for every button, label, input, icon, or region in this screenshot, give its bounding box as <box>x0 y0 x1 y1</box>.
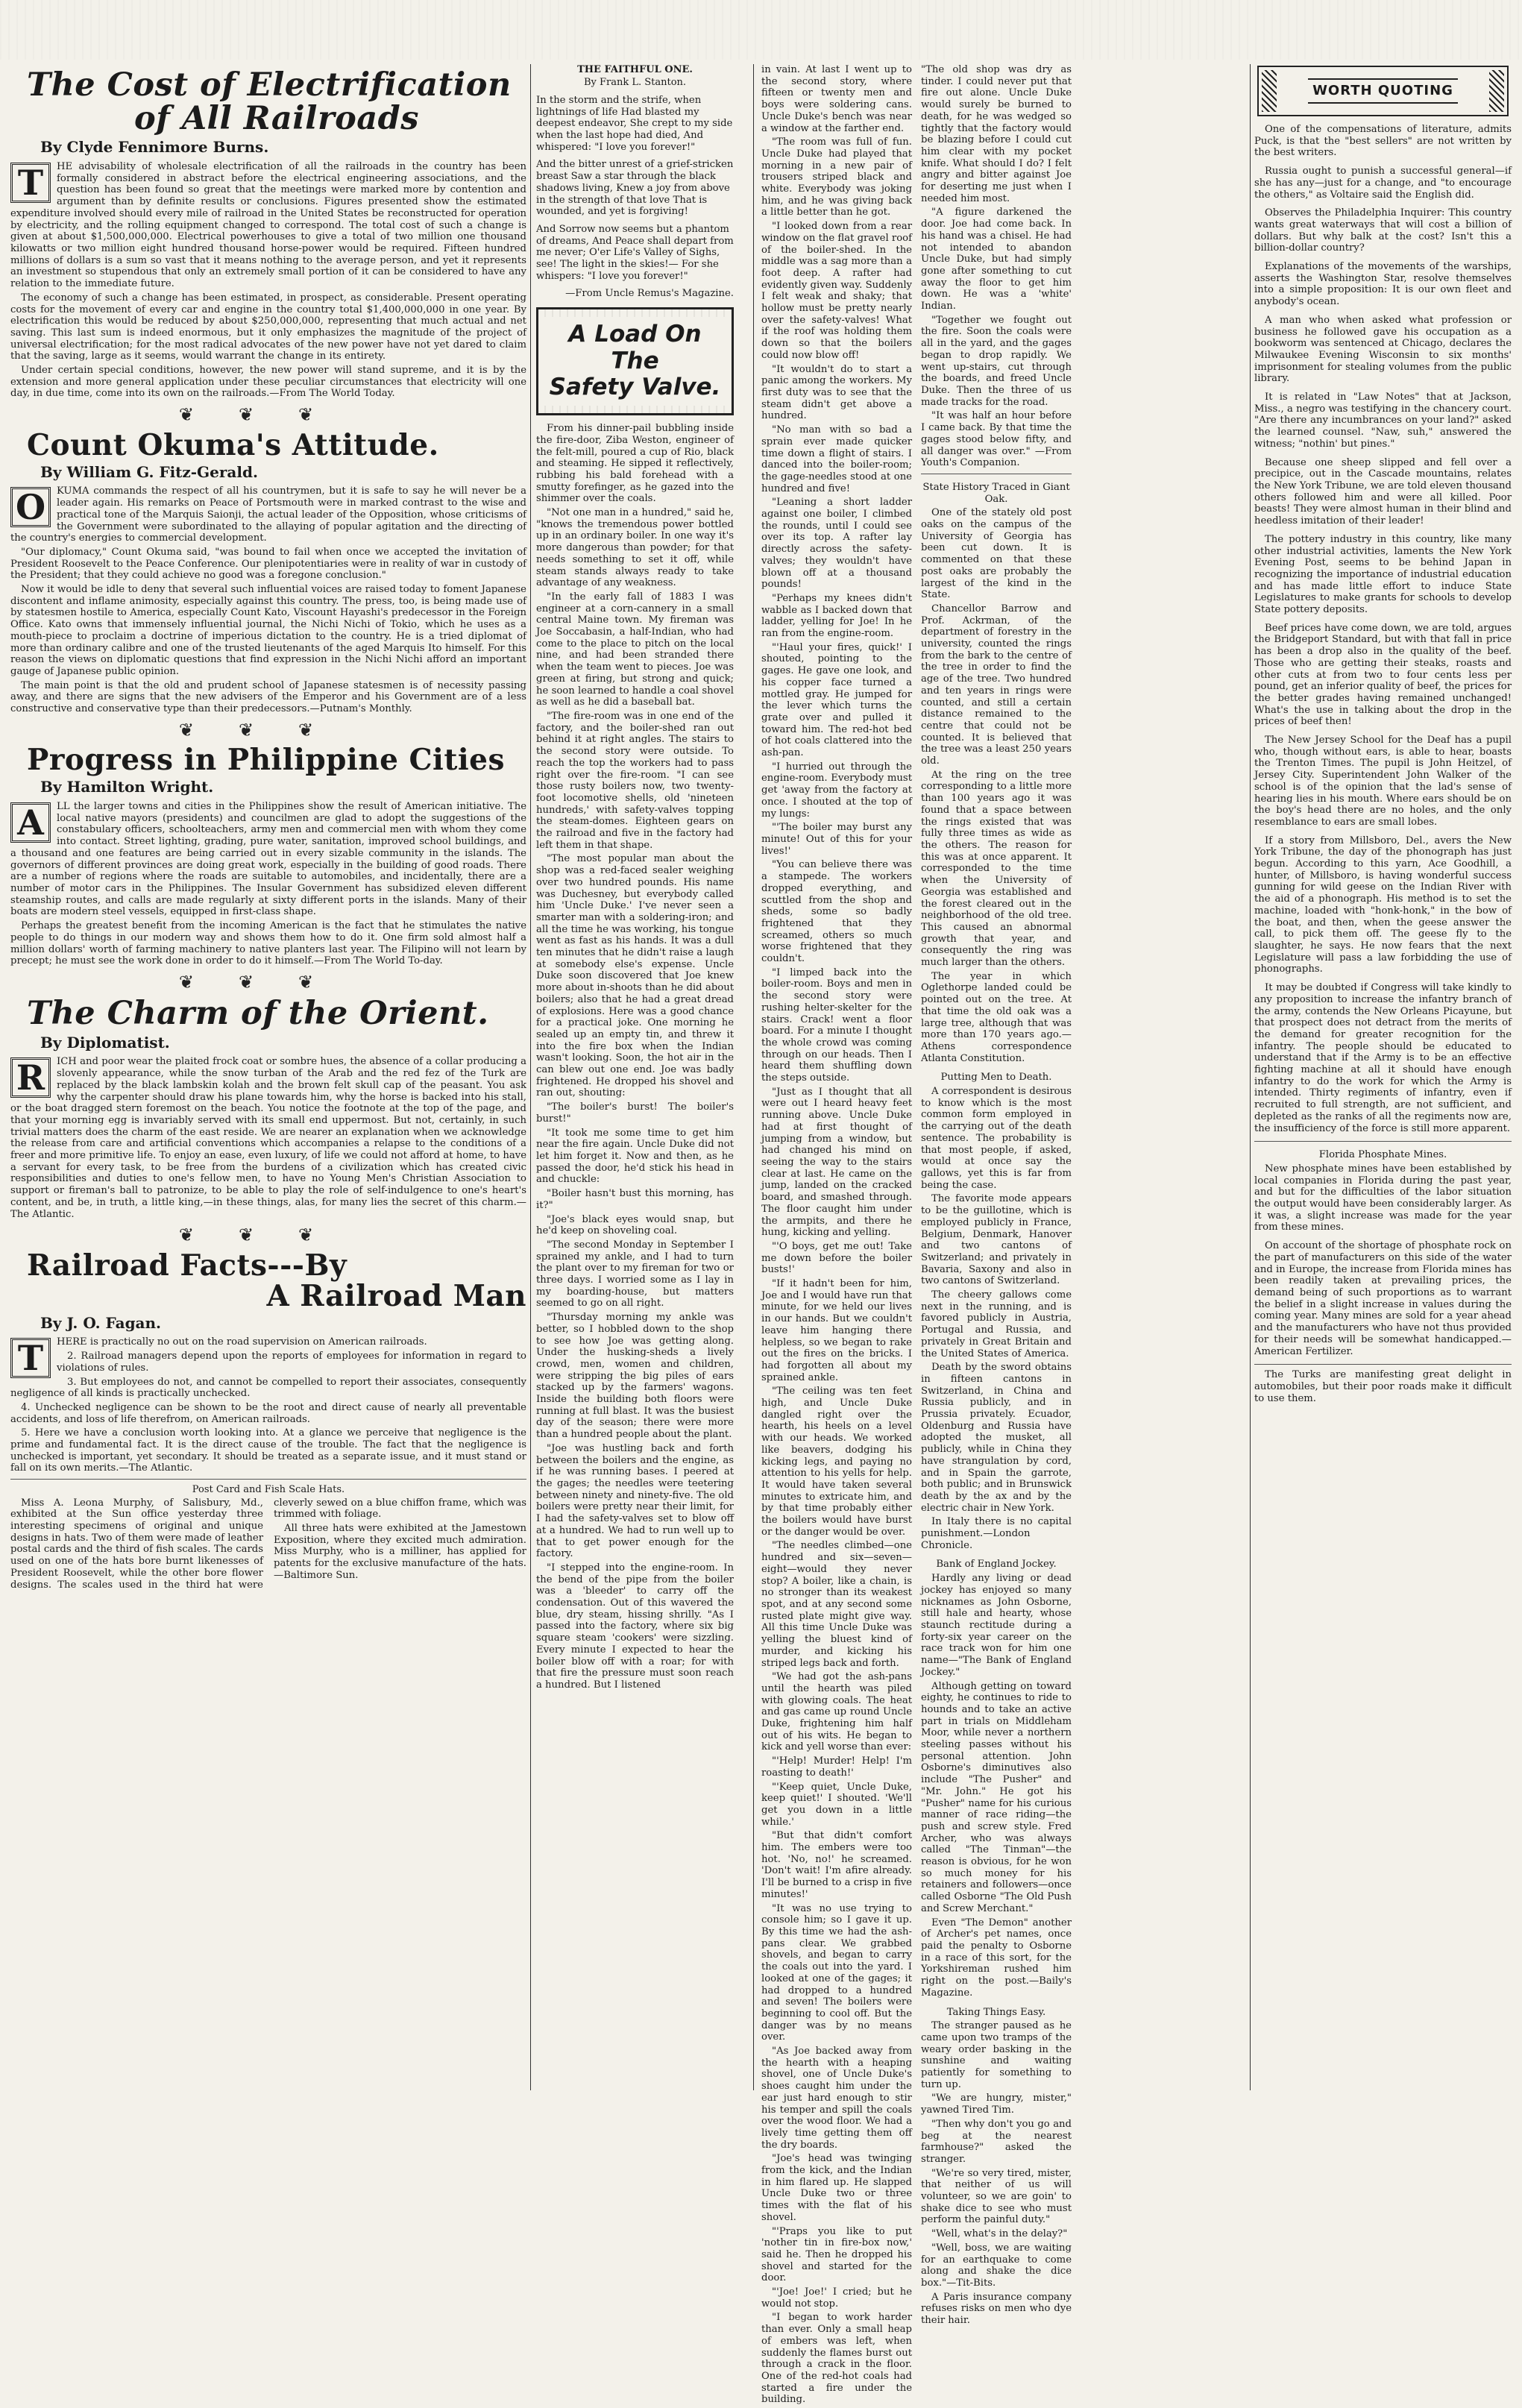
paragraph: At the ring on the tree corresponding to a little more than 100 years ago it was found that a space between the rings existed that was fully three times as wide as the others. The reason for this was at once apparent. It corresponded to the time when the University of Georgia was established and the forest cleared out in the neighborhood of the old tree. This caused an abnormal growth that year, and consequently the ring was much larger than the others. <box>921 769 1072 969</box>
paragraph: "Perhaps my knees didn't wabble as I backed down that ladder, yelling for Joe! In he ran from the engine-room. <box>761 592 912 640</box>
paragraph: "Leaning a short ladder against one boiler, I climbed the rounds, until I could see over its top. A rafter lay directly across the safety-valves; they wouldn't have blown off at a thousand pounds! <box>761 497 912 591</box>
paragraph: "'Keep quiet, Uncle Duke, keep quiet!' I shouted. 'We'll get you down in a little while.' <box>761 1781 912 1828</box>
paragraph: Death by the sword obtains in fifteen cantons in Switzerland, in China and Russia publicly, and in Prussia privately. Ecuador, Oldenburg and Russia have adopted the musket, all publicly, while in China they have strangulation by cord, and in Spain the garrote, both public; and in Brunswick death by the ax and by the electric chair in New York. <box>921 1362 1072 1514</box>
paragraph: Now it would be idle to deny that several such influential voices are raised today to foment Japanese discontent and inflame animosity, especially against this country. The press, too, is being made use of by statesmen hostile to America, especially Count Kato, Viscount Hayashi's predecessor in the Foreign Office. Kato owns that immensely influential journal, the Nichi Nichi of Tokio, which he uses as a mouth-piece to proclaim a doctrine of imperious dictation to the country. He is a tried diplomat of more than ordinary calibre and one of the trusted lieutenants of the aged Marquis Ito himself. For this reason the views on diplomatic questions that find expression in the Nichi Nichi afford an important gauge of Japanese public opinion. <box>10 584 526 677</box>
dropcap: A <box>10 802 51 843</box>
paragraph: "The most popular man about the shop was a red-faced sealer weighing over two hundred pounds. His name was Duchesney, but everybody called him 'Uncle Duke.' I've never seen a smarter man with a soldering-iron; and all the time he was working, his tongue went as fast as his hands. It was a dull ten minutes that he didn't raise a laugh at somebody else's expense. Uncle Duke soon discovered that Joe knew more about in-shoots than he did about boilers; also that he had a great dread of explosions. Here was a good chance for a practical joke. One morning he sealed up an empty tin, and threw it into the fire box when the Indian wasn't looking. Soon, the hot air in the can blew out one end. Joe was badly frightened. He dropped his shovel and ran out, shouting: <box>536 853 734 1099</box>
quote-item: It is related in "Law Notes" that at Jackson, Miss., a negro was testifying in the chancery court. "Are there any incumbrances on your land?" asked the learned counsel. "Naw, suh," answered the witness; "nothin' but pines." <box>1254 392 1512 450</box>
paragraph: "Then why don't you go and beg at the nearest farmhouse?" asked the stranger. <box>921 2118 1072 2165</box>
poem-faithful-one <box>536 64 734 300</box>
quote-item: Observes the Philadelphia Inquirer: This country wants great waterways that will cost a billion of dollars. But why balk at the cost? Isn't this a billion-dollar country? <box>1254 207 1512 254</box>
paragraph: 5. Here we have a conclusion worth looking into. At a glance we perceive that negligence is the prime and fundamental fact. It is the direct cause of the trouble. The fact that the negligence is unchecked is important, yet secondary. It should be treated as a separate issue, and it must stand or fall on its own merits.—The Atlantic. <box>10 1427 526 1474</box>
quote-item: Beef prices have come down, we are told, argues the Bridgeport Standard, but with that fall in price has been a drop also in the quality of the beef. Those who are getting their steaks, roasts and other cuts at from two to four cents less per pound, get an inferior quality of beef, the prices for the better grades having remained unchanged! What's the use in talking about the drop in the prices of beef then! <box>1254 622 1512 728</box>
paragraph: "Thursday morning my ankle was better, so I hobbled down to the shop to see how Joe was getting along. Under the husking-sheds a lively crowd, men, women and children, were stripping the big piles of ears stacked up by the farmers' wagons. Inside the building both floors were running at full blast. It was the busiest day of the season; there were more than a hundred people about the plant. <box>536 1312 734 1441</box>
headline <box>27 1248 526 1313</box>
headline <box>544 317 726 406</box>
paragraph: From his dinner-pail bubbling inside the fire-door, Ziba Weston, engineer of the felt-mill, poured a cup of Rio, black and steaming. He sipped it reflectively, rubbing his bald forehead with a smutty forefinger, as he gazed into the shimmer over the coals. <box>536 423 734 505</box>
article-body <box>10 485 526 714</box>
paragraph: "A figure darkened the door. Joe had come back. In his hand was a chisel. He had not intended to abandon Uncle Duke, but had simply gone after something to cut away the floor to get him down. He was a 'white' Indian. <box>921 207 1072 312</box>
headline-line: Railroad Facts---By <box>27 1248 348 1283</box>
paragraph: Chancellor Barrow and Prof. Ackrman, of the department of forestry in the university, counted the rings from the bark to the centre of the tree in order to find the age of the tree. Two hundred and ten years in rings were counted, and still a certain distance remained to the centre that could not be counted. It is believed that the tree was a least 250 years old. <box>921 603 1072 767</box>
article-title: Putting Men to Death. <box>940 1072 1052 1084</box>
paragraph: in vain. At last I went up to the second story, where fifteen or twenty men and boys were soldering cans. Uncle Duke's bench was near a window at the farther end. <box>761 64 912 134</box>
paragraph: ICH and poor wear the plaited frock coat or sombre hues, the absence of a collar producing a slovenly appearance, while the snow turban of the Arab and the red fez of the Turk are replaced by the black lambskin kolah and the brown felt skull cap of the peasant. You ask why the carpenter should draw his plane towards him, why the horse is backed into his stall, or the boat dragged stern foremost on the beach. You notice the footnote at the top of the page, and that your morning egg is invariably served with its small end uppermost. But not, certainly, in such trivial matters does the charm of the east reside. We are nearer an explanation when we acknowledge the release from care and artificial conventions which accompanies a relapse to the conditions of a freer and more primitive life. To enjoy an ease, even luxury, of life we could not afford at home, to have a servant for every task, to be free from the burdens of a civilization which has created civic responsibilities and duties to one's fellow men, to have no Young Men's Christian Association to support or fireman's ball to patronize, to be able to play the role of self-indulgence to one's heart's content, and be, in truth, a little king,—in these things, alas, for many lies the secret of this charm.—The Atlantic. <box>10 1056 526 1220</box>
article-philippine <box>10 745 526 967</box>
article-continuation <box>761 64 912 2408</box>
stanza: And the bitter unrest of a grief-stricken breast Saw a star through the black shadows living, Knew a joy from above in the strength of that love That is wounded, and yet is forgiving! <box>536 159 734 218</box>
paragraph: Perhaps the greatest benefit from the incoming American is the fact that he stimulates the native people to do things in our modern way and shows them how to do it. One firm sold almost half a million dollars' worth of farming machinery to native planters last year. The Filipino will not learn by precept; he must see the work done in order to do it himself.—From The World To-day. <box>10 920 526 967</box>
headline <box>27 66 526 138</box>
paragraph: "As Joe backed away from the hearth with a heaping shovel, one of Uncle Duke's shoes caught him under the ear just hard enough to stir his temper and spill the coals over the wood floor. We had a lively time getting them off the dry boards. <box>761 2046 912 2151</box>
headline: Progress in Philippine Cities <box>27 743 505 778</box>
headline-line: of All Railroads <box>134 100 419 138</box>
column-rule <box>1250 64 1251 2090</box>
worth-quoting-items <box>1254 124 1512 1134</box>
divider <box>1254 1141 1512 1142</box>
paragraph: 2. Railroad managers depend upon the reports of employees for information in regard to violations of rules. <box>57 1351 526 1374</box>
paragraph: A correspondent is desirous to know which is the most common form employed in the carrying out of the death sentence. The probability is that most people, if asked, would at once say the gallows, yet this is far from being the case. <box>921 1086 1072 1191</box>
two-column-split <box>761 64 1072 2408</box>
paragraph: "You can believe there was a stampede. The workers dropped everything, and scuttled from the shop and sheds, some so badly frightened that they screamed, others so much worse frightened that they couldn't. <box>761 859 912 965</box>
paragraph: "I stepped into the engine-room. In the bend of the pipe from the boiler was a 'bleeder' to carry off the condensation. Out of this wavered the blue, dry steam, hissing shrilly. "As I passed into the factory, where six big square steam 'cookers' were sizzling. Every minute I expected to hear the boiler blow off with a roar; for with that fire the pressure must soon reach a hundred. But I listened <box>536 1562 734 1691</box>
quote-item: The New Jersey School for the Deaf has a pupil who, though without ears, is able to hear, boasts the Trenton Times. The pupil is John Heitzel, of Jersey City. Superintendent John Walker of the school is of the opinion that the lad's sense of hearing lies in his mouth. Where ears should be on the boy's head there are no holes, and the only resemblance to ears are small lobes. <box>1254 735 1512 828</box>
paragraph: HE advisability of wholesale electrification of all the railroads in the country has been formally considered in abstract before the electrical engineering associations, and the question has been found so great that the meetings were marked more by contention and argument than by definite results or conclusions. Figures presented show the estimated expenditure involved should every mile of railroad in the United States be reconstructed for operation by electricity, and the rolling equipment changed to correspond. The total cost of such a change is given at about $1,500,000,000. Electrical powerhouses to give a total of two million one thousand kilowatts or two million eight hundred thousand horse-power would be required. Fifteen hundred millions of dollars is a sum so vast that it means nothing to the average person, and yet it represents an investment so stupendous that only an extremely small portion of it can be considered to have any relation to the immediate future. <box>10 161 526 290</box>
byline: By William G. Fitz-Gerald. <box>40 462 258 481</box>
paragraph: 4. Unchecked negligence can be shown to be the root and direct cause of nearly all preventable accidents, and loss of life therefrom, on American railroads. <box>10 1401 526 1425</box>
paragraph: KUMA commands the respect of all his countrymen, but it is safe to say he will never be a leader again. His remarks on Peace of Portsmouth were in marked contrast to the wise and practical tone of the Marquis Saionji, the actual leader of the Opposition, whose criticisms of the Government were subordinated to the allaying of popular agitation and the directing of the country's energies to commercial development. <box>10 485 526 544</box>
paragraph: "I hurried out through the engine-room. Everybody must get 'away from the factory at once. I shouted at the top of my lungs: <box>761 761 912 820</box>
paragraph: Miss A. Leona Murphy, of Salisbury, Md., exhibited at the Sun office yesterday three interesting specimens of original and unique designs in hats. Two of them were made of leather postal cards and the third of fish scales. The cards used on one of the hats bore burnt likenesses of President Roosevelt, while the other bore flower designs. The scales used in the third hat were cleverly sewed on a blue chiffon frame, which was trimmed with foliage. <box>10 1497 526 1591</box>
paragraph: "Boiler hasn't bust this morning, has it?" <box>536 1188 734 1211</box>
dropcap: R <box>10 1057 51 1098</box>
paragraph: The economy of such a change has been estimated, in prospect, as considerable. Present operating costs for the movement of every car and engine in the country total $1,400,000,000 in one year. By electrification this would be reduced by about $250,000,000, representing that much actual and net saving. This last sum is indeed enormous, but it only emphasizes the magnitude of the project of universal electrification; for the most radical advocates of the new power have not yet dared to claim that the saving, large as it seems, would warrant the change in its entirety. <box>10 292 526 362</box>
quote-item: It may be doubted if Congress will take kindly to any proposition to increase the infantry branch of the army, contends the New Orleans Picayune, but that prospect does not detract from the merits of the demand for greater recognition for the infantry. The people should be educated to understand that if the Army is to be an effective fighting machine at all it should have enough infantry to do the work for which the Army is intended. Thirty regiments of infantry, even if recruited to full strength, are not sufficient, and depleted as the ranks of all the regiments now are, the insufficiency of the force is still more apparent. <box>1254 982 1512 1134</box>
paragraph: "It was no use trying to console him; so I gave it up. By this time we had the ash-pans clear. We grabbed shovels, and began to carry the coals out into the yard. I looked at one of the gages; it had dropped to a hundred and seven! The boilers were beginning to cool off. But the danger was by no means over. <box>761 1902 912 2043</box>
top-margin-noise <box>0 0 1522 60</box>
paragraph: "The room was full of fun. Uncle Duke had played that morning in a new pair of trousers striped black and white. Everybody was joking him, and he was giving back a little better than he got. <box>761 136 912 219</box>
ornament-divider: ❦❦❦ <box>178 404 359 426</box>
paragraph: "'Joe! Joe!' I cried; but he would not stop. <box>761 2286 912 2310</box>
ornament-divider: ❦❦❦ <box>178 971 359 993</box>
column-left <box>10 64 526 2090</box>
article-body <box>536 423 734 1691</box>
column-center <box>761 64 1072 2406</box>
paragraph: "Just as I thought that all were out I heard heavy feet running above. Uncle Duke had at first thought of jumping from a window, but had changed his mind on seeing the way to the stairs clear at last. He came on the jump, landed on the cracked board, and smashed through. The floor caught him under the armpits, and there he hung, kicking and yelling. <box>761 1086 912 1239</box>
paragraph: "'O boys, get me out! Take me down before the boiler busts!' <box>761 1240 912 1276</box>
paragraph: Although getting on toward eighty, he continues to ride to hounds and to take an active part in trials on Middleham Moor, while never a northern steeling passes without his personal attention. John Osborne's diminutives also include "The Pusher" and "Mr. John." He got his "Pusher" name for his curious manner of race riding—the push and screw style. Fred Archer, who was always called "The Tinman"—the reason is obvious, for he won so much money for his retainers and followers—once called Osborne "The Old Push and Screw Merchant." <box>921 1680 1072 1914</box>
paragraph: All three hats were exhibited at the Jamestown Exposition, where they excited much admiration. Miss Murphy, who is a milliner, has applied for patents for the exclusive manufacture of the hats.—Baltimore Sun. <box>274 1523 526 1581</box>
column-rule <box>530 64 531 2090</box>
article-title: Taking Things Easy. <box>946 2006 1046 2018</box>
article-bank-jockey <box>921 1559 1072 1999</box>
headline-line: A Railroad Man <box>266 1278 526 1313</box>
article-title: Post Card and Fish Scale Hats. <box>192 1484 345 1496</box>
paragraph: "It wouldn't do to start a panic among the workers. My first duty was to see that the steam didn't get above a hundred. <box>761 363 912 422</box>
article-title: Florida Phosphate Mines. <box>1318 1149 1447 1161</box>
article-body <box>10 801 526 967</box>
banner-ornament <box>1489 70 1504 112</box>
stanza: In the storm and the strife, when lightnings of life Had blasted my deepest endeavor, She crept to my side when the last hope had died, And whispered: "I love you forever!" <box>536 94 733 153</box>
article-railroad-facts <box>10 1248 526 1474</box>
article-giant-oak <box>921 482 1072 1064</box>
headline-line: The Cost of Electrification <box>27 66 512 104</box>
paragraph: "Well, what's in the delay?" <box>931 2228 1068 2240</box>
paragraph: "Not one man in a hundred," said he, "knows the tremendous power bottled up in an ordinary boiler. In one way it's more dangerous than powder; for that needs something to set it off, while steam stands always ready to take advantage of any weakness. <box>536 507 734 589</box>
paragraph: "We are hungry, mister," yawned Tired Tim. <box>921 2093 1072 2116</box>
divider <box>1254 1364 1512 1365</box>
byline: By Clyde Fennimore Burns. <box>40 138 269 157</box>
quote-item: Because one sheep slipped and fell over a precipice, out in the Cascade mountains, relates the New York Tribune, we are told eleven thousand others followed him and were all killed. Poor beasts! They were almost human in their blind and heedless imitation of their leader! <box>1254 456 1512 527</box>
quote-item: Russia ought to punish a successful general—if she has any—just for a change, and "to encourage the others," as Voltaire said the English did. <box>1254 166 1512 201</box>
paragraph: The favorite mode appears to be the guillotine, which is employed publicly in France, Belgium, Denmark, Hanover and two cantons of Switzerland; and privately in Bavaria, Saxony and also in two cantons of Switzerland. <box>921 1193 1072 1287</box>
divider <box>10 1479 526 1480</box>
article-body <box>10 1336 526 1474</box>
paragraph: One of the stately old post oaks on the campus of the University of Georgia has been cut down. It is commented on that these post oaks are probably the largest of the kind in the State. <box>921 507 1072 601</box>
article-continuation <box>921 64 1072 2408</box>
headline-box <box>536 307 734 415</box>
paragraph: LL the larger towns and cities in the Philippines show the result of American initiative. The local native mayors (presidents) and councilmen are glad to adopt the suggestions of the constabulary officers, schoolteachers, army men and commercial men with whom they come into contact. Street lighting, grading, pure water, sanitation, improved school buildings, and a thousand and one features are being carried out in every sizable community in the islands. The governors of different provinces are doing great work, especially in the building of good roads. There are a number of regions where the roads are suitable to automobiles, and incidentally, there are a number of motor cars in the Philippines. The Insular Government has subsidized eleven different steamship routes, and calls are made regularly at sixty different ports in the islands. Many of their boats are modern steel vessels, equipped in first-class shape. <box>10 801 526 918</box>
headline-line: A Load On The <box>568 321 702 374</box>
paragraph: The Turks are manifesting great delight in automobiles, but their poor roads make it difficult to use them. <box>1254 1369 1512 1404</box>
credit: —From Uncle Remus's Magazine. <box>565 288 734 300</box>
article-taking-easy <box>921 2007 1072 2327</box>
article-title: State History Traced in Giant Oak. <box>922 481 1070 505</box>
poem-body <box>536 95 734 300</box>
article-okuma <box>10 427 526 715</box>
paragraph: Hardly any living or dead jockey has enjoyed so many nicknames as John Osborne, still hale and hearty, whose staunch rectitude during a forty-six year career on the race track won for him one name—"The Bank of England Jockey." <box>921 1573 1072 1678</box>
paragraph: New phosphate mines have been established by local companies in Florida during the past year, and but for the difficulties of the labor situation the output would have been considerably larger. As it was, a slight increase was made for the year from these mines. <box>1254 1163 1512 1233</box>
paragraph: "'Help! Murder! Help! I'm roasting to death!' <box>761 1755 912 1779</box>
paragraph: "We're so very tired, mister, that neither of us will volunteer, so we are goin' to shake dice to see who must perform the painful duty." <box>921 2167 1072 2226</box>
paragraph: "It was half an hour before I came back. By that time the gages stood below fifty, and all danger was over." —From Youth's Companion. <box>921 410 1072 469</box>
paragraph: "The fire-room was in one end of the factory, and the boiler-shed ran out behind it at right angles. The stairs to the second story were outside. To reach the top the workers had to pass right over the fire-room. "I can see those rusty boilers now, two twenty-foot locomotive shells, old 'nineteen hundreds,' with safety-valves topping the steam-domes. Eighteen gears on the railroad and five in the factory had left them in that shape. <box>536 710 734 851</box>
paragraph: "But that didn't comfort him. The embers were too hot. 'No, no!' he screamed. 'Don't wait! I'm afire already. I'll be burned to a crisp in five minutes!' <box>761 1830 912 1900</box>
dropcap: O <box>10 487 51 527</box>
paragraph: The stranger paused as he came upon two tramps of the weary order basking in the sunshine and waiting patiently for something to turn up. <box>921 2020 1072 2090</box>
paragraph: "Together we fought out the fire. Soon the coals were all in the yard, and the gages began to drop rapidly. We went up-stairs, cut through the boards, and freed Uncle Duke. Then the three of us made tracks for the road. <box>921 314 1072 408</box>
headline: Count Okuma's Attitude. <box>27 427 439 462</box>
dropcap: T <box>10 163 51 203</box>
paragraph: "If it hadn't been for him, Joe and I would have run that minute, for we held our lives in our hands. But we couldn't leave him hanging there helpless, so we began to rake out the fires on the bricks. I had forgotten all about my sprained ankle. <box>761 1278 912 1383</box>
paragraph: The main point is that the old and prudent school of Japanese statesmen is of necessity passing away, and there are signs that the new advisers of the Emperor and his Government are of a less constructive and conservative type than their predecessors.—Putnam's Monthly. <box>10 679 526 715</box>
quote-item: A man who when asked what profession or business he followed gave his occupation as a bookworm was sentenced at Chicago, declares the Milwaukee Evening Wisconsin to six months' imprisonment for stealing volumes from the public library. <box>1254 314 1512 385</box>
stanza: And Sorrow now seems but a phantom of dreams, And Peace shall depart from me never; O'er Life's Valley of Sighs, see! The light in the skies!— For she whispers: "I love you forever!" <box>536 223 734 282</box>
column-right <box>1254 64 1512 2090</box>
paragraph: On account of the shortage of phosphate rock on the part of manufacturers on this side of the water and in Europe, the increase from Florida mines has been readily taken at prevailing prices, the demand being of such proportions as to warrant the belief in a slight increase in values during the coming year. Many mines are sold for a year ahead and the manufacturers who have not thus provided for their needs will be somewhat handicapped.—American Fertilizer. <box>1254 1240 1512 1357</box>
article-body <box>10 1056 526 1220</box>
paragraph: "'The boiler may burst any minute! Out of this for your lives!' <box>761 822 912 857</box>
article-body <box>10 161 526 400</box>
paragraph: "Joe's head was twinging from the kick, and the Indian in him flared up. He slapped Uncle Duke two or three times with the flat of his shovel. <box>761 2153 912 2223</box>
article-putting-to-death <box>921 1072 1072 1551</box>
paragraph: "The second Monday in September I sprained my ankle, and I had to turn the plant over to my fireman for two or three days. I worried some as I lay in my boarding-house, but matters seemed to go on all right. <box>536 1239 734 1310</box>
paragraph: The cheery gallows come next in the running, and is favored publicly in Austria, Portugal and Russia, and privately in Great Britain and the United States of America. <box>921 1289 1072 1359</box>
paragraph: Even "The Demon" another of Archer's pet names, once paid the penalty to Osborne in a race of this sort, for the Yorkshireman rushed him right on the post.—Baily's Magazine. <box>921 1917 1072 1999</box>
paragraph: 3. But employees do not, and cannot be compelled to report their associates, consequently negligence of all kinds is practically unchecked. <box>10 1376 526 1400</box>
banner-ornament <box>1262 70 1277 112</box>
paragraph: "Joe's black eyes would snap, but he'd keep on shoveling coal. <box>536 1213 734 1237</box>
quote-item: The pottery industry in this country, like many other industrial activities, laments the New York Evening Post, seems to be behind Japan in recognizing the importance of industrial education and has made little effort to induce State Legislatures to make grants for schools to develop State pottery deposits. <box>1254 533 1512 616</box>
paragraph: "The needles climbed—one hundred and six—seven—eight—would they never stop? A boiler, like a chain, is no stronger than its weakest spot, and at any second some rusted plate might give way. All this time Uncle Duke was yelling the bluest kind of murder, and kicking his striped legs back and forth. <box>761 1540 912 1669</box>
paragraph: "I began to work harder than ever. Only a small heap of embers was left, when suddenly the flames burst out through a crack in the floor. One of the red-hot coals had started a fire under the building. <box>761 2312 912 2406</box>
paragraph: "The old shop was dry as tinder. I could never put that fire out alone. Uncle Duke would surely be burned to death, for he was wedged so tightly that the factory would be blazing before I could cut him clear with my pocket knife. What should I do? I felt angry and bitter against Joe for deserting me just when I needed him most. <box>921 64 1072 204</box>
paragraph: HERE is practically no out on the road supervision on American railroads. <box>57 1336 427 1348</box>
paragraph: A Paris insurance company refuses risks on men who dye their hair. <box>921 2291 1072 2327</box>
paragraph: "Well, boss, we are waiting for an earthquake to come along and shake the dice box."—Tit-Bits. <box>921 2242 1072 2289</box>
paragraph: "We had got the ash-pans until the hearth was piled with glowing coals. The heat and gas came up round Uncle Duke, frightening him half out of his wits. He began to kick and yell worse than ever: <box>761 1671 912 1753</box>
headline: The Charm of the Orient. <box>27 995 489 1033</box>
dropcap: T <box>10 1338 51 1378</box>
ornament-divider: ❦❦❦ <box>178 719 359 741</box>
paragraph: "It took me some time to get him near the fire again. Uncle Duke did not let him forget it. Now and then, as he passed the door, he'd stick his head in and chuckle: <box>536 1127 734 1186</box>
byline: By Diplomatist. <box>40 1033 170 1051</box>
article-postcard-hats <box>10 1484 526 1591</box>
worth-quoting-banner <box>1257 66 1509 116</box>
paragraph: "I limped back into the boiler-room. Boys and men in the second story were rushing helter-skelter for the stairs. Crack! went a floor board. For a minute I thought the whole crowd was coming through on our heads. Then I heard them shuffling down the steps outside. <box>761 966 912 1084</box>
column-rule <box>753 64 754 2090</box>
paragraph: "Joe was hustling back and forth between the boilers and the engine, as if he was running bases. I peered at the gages; the needles were teetering between ninety and ninety-five. The old boilers were pretty near their limit, for I had the safety-valves set to blow off at a hundred. We had to run well up to that to get power enough for the factory. <box>536 1442 734 1560</box>
headline-line: Safety Valve. <box>549 374 721 401</box>
paragraph: "I looked down from a rear window on the flat gravel roof of the boiler-shed. In the middle was a sag more than a foot deep. A rafter had evidently given way. Suddenly I felt weak and shaky; that hollow must be pretty nearly over the safety-valves! What if the roof was holding them down so that the boilers could now blow off! <box>761 221 912 361</box>
quote-item: One of the compensations of literature, admits Puck, is that the "best sellers" are not written by the best writers. <box>1254 124 1512 159</box>
article-electrification <box>10 66 526 400</box>
paragraph: "Our diplomacy," Count Okuma said, "was bound to fail when once we accepted the invitation of President Roosevelt to the Peace Conference. Our plenipotentiaries were in reality of war in custody of the President; that they could achieve no good was a foregone conclusion." <box>10 546 526 582</box>
paragraph: "The ceiling was ten feet high, and Uncle Duke dangled right over the hearth, his heels on a level with our heads. We worked like beavers, dodging his kicking legs, and paying no attention to his yells for help. It would have taken several minutes to extricate him, and by that time probably either the boilers would have burst or the danger would be over. <box>761 1386 912 1538</box>
article-body <box>10 1497 526 1591</box>
paragraph: Under certain special conditions, however, the new power will stand supreme, and it is by the extension and more general application under these peculiar circumstances that electricity will one day, in due time, come into its own on the railroads.—From The World Today. <box>10 365 526 400</box>
paragraph: "In the early fall of 1883 I was engineer at a corn-cannery in a small central Maine town. My fireman was Joe Soccabasin, a half-Indian, who had come to the place to pitch on the local nine, and had been stranded there when the team went to pieces. Joe was green at firing, but strong and quick; he soon learned to handle a coal shovel as well as he did a baseball bat. <box>536 591 734 708</box>
ornament-divider: ❦❦❦ <box>178 1225 359 1246</box>
paragraph: In Italy there is no capital punishment.—London Chronicle. <box>921 1516 1072 1551</box>
paragraph: The year in which Oglethorpe landed could be pointed out on the tree. At that time the old oak was a large tree, although that was more than 170 years ago.—Athens correspondence Atlanta Constitution. <box>921 970 1072 1064</box>
column-center-left <box>536 64 734 2090</box>
byline: By Frank L. Stanton. <box>583 77 687 89</box>
byline: By Hamilton Wright. <box>40 778 214 796</box>
article-orient <box>10 997 526 1220</box>
quote-item: If a story from Millsboro, Del., avers the New York Tribune, the day of the phonograph has just begun. According to this yarn, Ace Goodhill, a hunter, of Millsboro, is having wonderful success gunning for wild geese on the Indian River with the aid of a phonograph. His method is to set the machine, loaded with "honk-honk," in the bow of the boat, and then, when the geese answer the call, to pick them off. The geese fly to the slaughter, he says. He now fears that the next Legislature will pass a law forbidding the use of phonographs. <box>1254 834 1512 975</box>
paragraph: "No man with so bad a sprain ever made quicker time down a flight of stairs. I danced into the boiler-room; the gage-needles stood at one hundred and five! <box>761 424 912 494</box>
paragraph: "'Praps you like to put 'nother tin in fire-box now,' said he. Then he dropped his shovel and started for the door. <box>761 2225 912 2284</box>
article-title: Bank of England Jockey. <box>936 1559 1057 1571</box>
byline: By J. O. Fagan. <box>40 1313 162 1332</box>
banner-title: WORTH QUOTING <box>1308 78 1458 103</box>
quote-item: Explanations of the movements of the warships, asserts the Washington Star, resolve themselves into a simple proposition: It is our own fleet and anybody's ocean. <box>1254 261 1512 308</box>
paragraph: "'Haul your fires, quick!' I shouted, pointing to the gages. He gave one look, and his copper face turned a mottled gray. He jumped for the lever which turns the grate over and pulled it toward him. The red-hot bed of hot coals clattered into the ash-pan. <box>761 641 912 759</box>
article-phosphate <box>1254 1149 1512 1357</box>
poem-title: THE FAITHFUL ONE. <box>577 64 693 75</box>
paragraph: "The boiler's burst! The boiler's burst!" <box>536 1101 734 1125</box>
